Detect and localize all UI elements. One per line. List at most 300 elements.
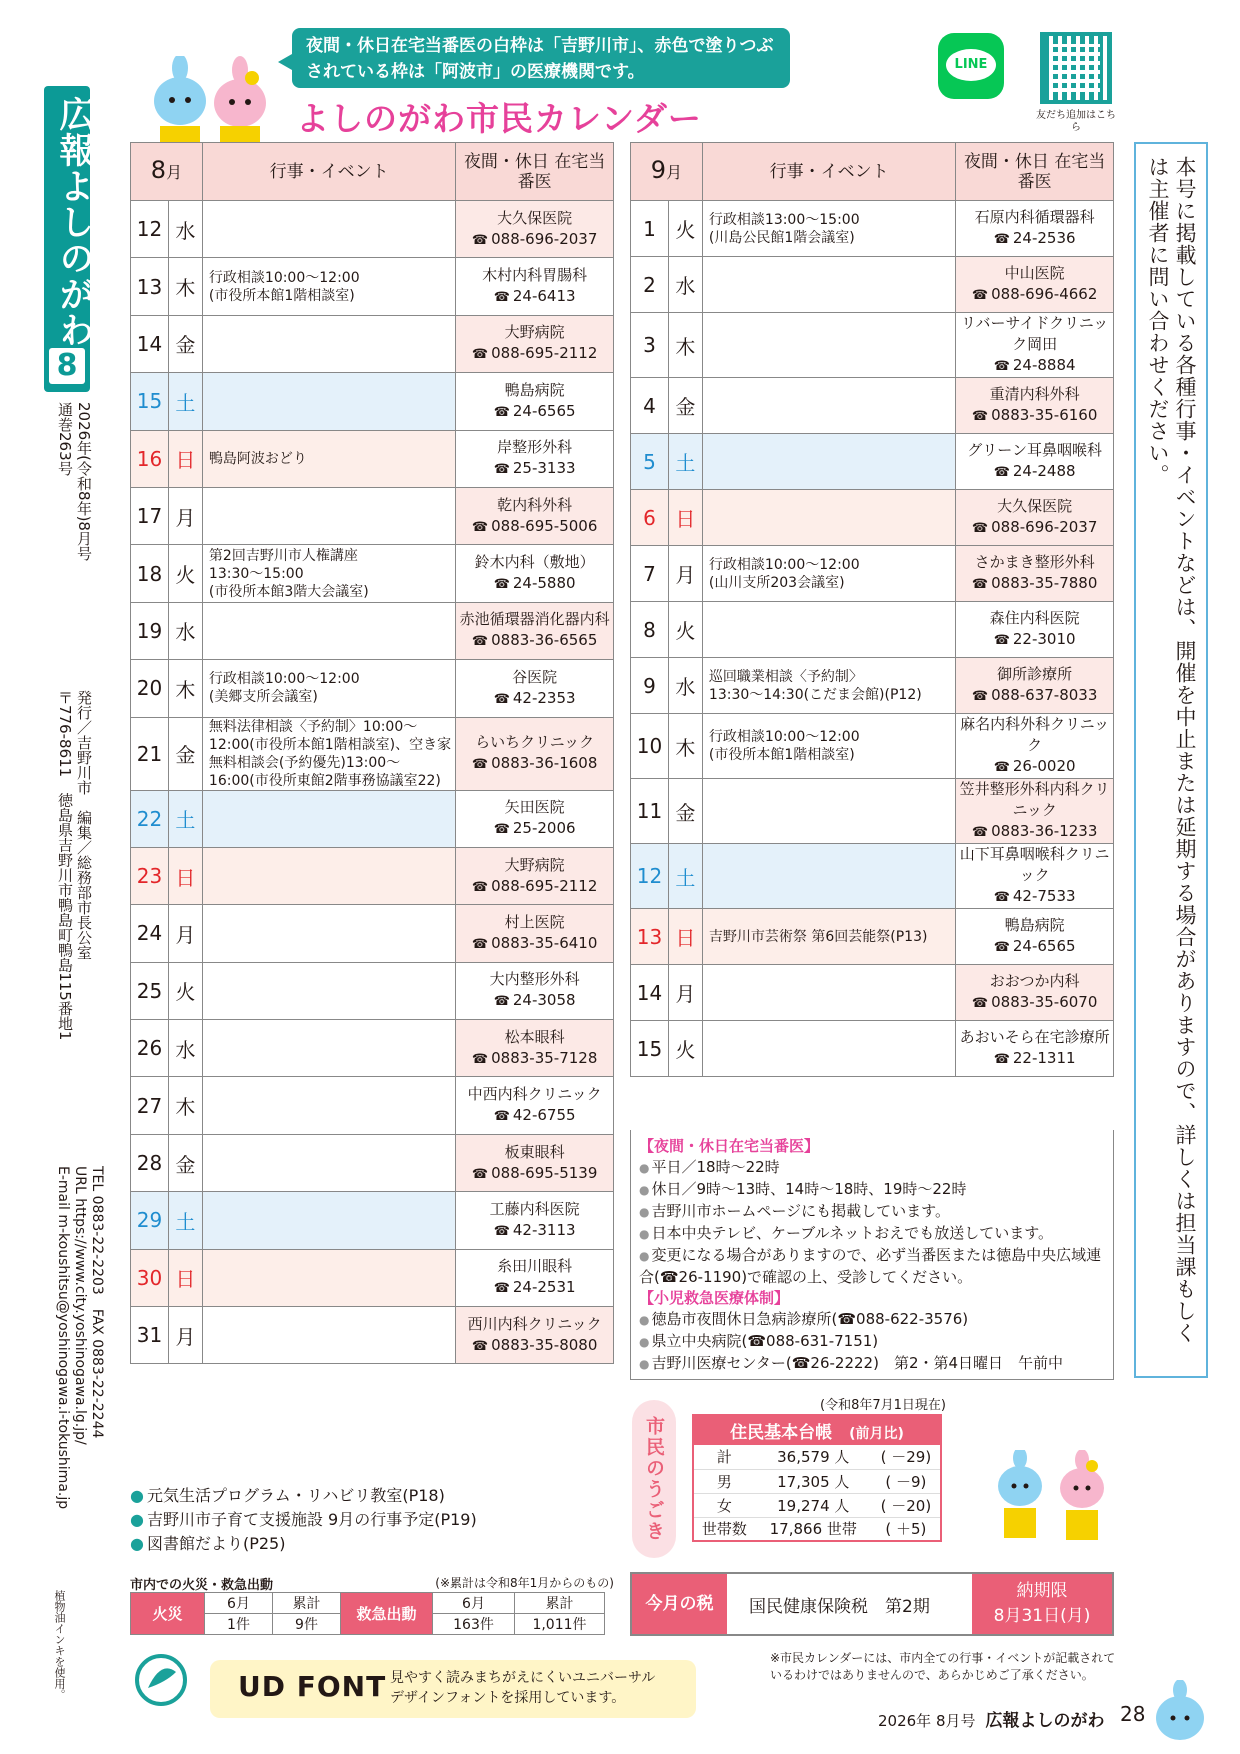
rescue-month-label: 6月 xyxy=(433,1593,515,1614)
event-cell xyxy=(702,1021,955,1077)
doctor-cell xyxy=(456,717,614,790)
doctor-phone: ☎ 22-1311 xyxy=(956,1048,1113,1070)
tax-item: 国民健康保険税 第2期 xyxy=(749,1596,930,1617)
doctor-phone: ☎ 26-0020 xyxy=(956,756,1113,778)
weekday: 金 xyxy=(668,378,702,434)
population-diff: ( ＋5) xyxy=(872,1517,941,1541)
weekday: 日 xyxy=(668,490,702,546)
weekday: 金 xyxy=(168,717,202,790)
day-number: 7 xyxy=(631,546,669,602)
doctor-cell xyxy=(956,490,1114,546)
event-cell xyxy=(202,962,455,1019)
event-cell xyxy=(702,965,955,1021)
event-cell xyxy=(202,1134,455,1191)
weekday: 水 xyxy=(668,257,702,313)
event-cell xyxy=(202,790,455,847)
event-cell xyxy=(702,844,955,909)
doctor-phone: ☎ 088-695-2112 xyxy=(456,876,613,898)
weekday: 日 xyxy=(168,430,202,487)
september-calendar xyxy=(630,142,1114,1077)
notice-panel xyxy=(1134,142,1208,1378)
doctor-name: 木村内科胃腸科 xyxy=(482,266,588,285)
calendar-row xyxy=(631,909,1114,965)
day-number: 6 xyxy=(631,490,669,546)
doctor-phone: ☎ 0883-35-6410 xyxy=(456,933,613,955)
masthead-title: 広報よしのがわ xyxy=(54,96,94,348)
event-cell xyxy=(702,602,955,658)
event-cell xyxy=(202,847,455,904)
rescue-total-value: 1,011件 xyxy=(515,1614,605,1635)
population-title: 住民基本台帳 (前月比) xyxy=(693,1415,941,1445)
event-cell xyxy=(202,1020,455,1077)
doctor-name: 松本眼科 xyxy=(504,1027,565,1046)
event-cell: 行政相談10:00～12:00 (市役所本館1階相談室) xyxy=(202,258,455,315)
weekday: 日 xyxy=(168,847,202,904)
doctor-name: 村上医院 xyxy=(504,912,565,931)
fire-month-label: 6月 xyxy=(205,1593,273,1614)
calendar-row xyxy=(631,965,1114,1021)
doctor-name: らいちクリニック xyxy=(475,733,595,752)
day-number: 14 xyxy=(631,965,669,1021)
day-number: 10 xyxy=(631,714,669,779)
calendar-row xyxy=(131,487,614,544)
weekday: 日 xyxy=(168,1249,202,1306)
day-number: 19 xyxy=(131,602,169,659)
weekday: 土 xyxy=(168,1192,202,1249)
list-item: ● 平日／18時～22時 xyxy=(639,1157,1105,1179)
doctor-cell xyxy=(456,1307,614,1364)
day-number: 25 xyxy=(131,962,169,1019)
doctor-phone: ☎ 0883-36-6565 xyxy=(456,630,613,652)
population-side-label: 市民のうごき xyxy=(632,1400,676,1558)
doctor-phone: ☎ 0883-35-6160 xyxy=(956,405,1113,427)
day-number: 5 xyxy=(631,434,669,490)
weekday: 日 xyxy=(668,909,702,965)
doctor-phone: ☎ 088-696-2037 xyxy=(956,517,1113,539)
calendar-row xyxy=(631,602,1114,658)
doctor-name: 鈴木内科（敷地） xyxy=(474,553,595,572)
day-number: 29 xyxy=(131,1192,169,1249)
calendar-note: ※市民カレンダーには、市内全ての行事・イベントが記載されて いるわけではありませんので、あらかじめご了承ください。 xyxy=(770,1651,1116,1682)
event-cell: 無料法律相談〈予約制〉10:00～12:00(市役所本館1階相談室)、空き家無料相談会(予約優先)13:00～16:00(市役所東館2階事務協議室22) xyxy=(202,717,455,790)
doctor-name: 山下耳鼻咽喉科クリニック xyxy=(959,845,1110,884)
calendar-row xyxy=(131,1192,614,1249)
doctor-name: 御所診療所 xyxy=(997,665,1073,683)
doctor-cell xyxy=(456,1249,614,1306)
doctor-name: さかまき整形外科 xyxy=(974,553,1095,571)
event-cell: 第2回吉野川市人権講座 13:30～15:00 (市役所本館3階大会議室) xyxy=(202,545,455,602)
doctor-cell xyxy=(456,1134,614,1191)
doctor-name: おおつか内科 xyxy=(989,972,1080,990)
day-number: 18 xyxy=(131,545,169,602)
calendar-row xyxy=(631,844,1114,909)
doctor-phone: ☎ 24-6565 xyxy=(456,401,613,423)
day-number: 8 xyxy=(631,602,669,658)
list-item: ● 休日／9時～13時、14時～18時、19時～22時 xyxy=(639,1179,1105,1201)
event-cell xyxy=(202,201,455,258)
weekday: 木 xyxy=(168,258,202,315)
population-row xyxy=(693,1517,941,1541)
notice-panel-text: 本号に掲載している各種行事・イベントなどは、開催を中止または延期する場合がありますので、詳しくは担当課もしくは主催者に問い合わせください。 xyxy=(1146,156,1197,1344)
population-value: 19,274 人 xyxy=(755,1493,872,1517)
doctor-phone: ☎ 24-2536 xyxy=(956,228,1113,250)
doctor-cell xyxy=(456,905,614,962)
list-item: ● 変更になる場合がありますので、必ず当番医または徳島中央広域連合(☎26-1190)で確認の上、受診してください。 xyxy=(639,1245,1105,1288)
doctor-phone: ☎ 25-2006 xyxy=(456,818,613,840)
weekday: 木 xyxy=(168,660,202,717)
weekday: 木 xyxy=(668,313,702,378)
event-cell xyxy=(702,490,955,546)
doctor-name: 笠井整形外科内科クリニック xyxy=(959,780,1110,819)
doctor-cell xyxy=(456,847,614,904)
doctor-phone: ☎ 24-2488 xyxy=(956,461,1113,483)
day-number: 12 xyxy=(131,201,169,258)
event-cell xyxy=(702,779,955,844)
doctor-phone: ☎ 0883-35-7880 xyxy=(956,573,1113,595)
calendar-row xyxy=(631,658,1114,714)
event-cell xyxy=(202,1192,455,1249)
weekday: 水 xyxy=(668,658,702,714)
doctor-cell xyxy=(956,1021,1114,1077)
weekday: 金 xyxy=(668,779,702,844)
doctor-name: 大内整形外科 xyxy=(489,970,580,989)
rescue-total-label: 累計 xyxy=(515,1593,605,1614)
event-cell: 行政相談10:00～12:00 (市役所本館1階相談室) xyxy=(702,714,955,779)
doctor-cell xyxy=(956,434,1114,490)
list-item: ● 日本中央テレビ、ケーブルネットおえでも放送しています。 xyxy=(639,1223,1105,1245)
doctor-name: 矢田医院 xyxy=(504,798,565,817)
doctor-name: 大野病院 xyxy=(504,323,565,342)
event-cell: 行政相談10:00～12:00 (山川支所203会議室) xyxy=(702,546,955,602)
doctor-cell xyxy=(456,201,614,258)
event-cell xyxy=(702,313,955,378)
doctor-phone: ☎ 42-3113 xyxy=(456,1220,613,1242)
footer: 2026年 8月号 広報よしのがわ xyxy=(878,1711,1105,1731)
august-calendar xyxy=(130,142,614,1364)
weekday: 土 xyxy=(668,844,702,909)
doctor-notice: 夜間・休日在宅当番医の白枠は「吉野川市」、赤色で塗りつぶされている枠は「阿波市」の医療機関です。 xyxy=(292,28,790,88)
doctor-name: 西川内科クリニック xyxy=(467,1314,602,1333)
event-cell: 行政相談13:00～15:00 (川島公民館1階会議室) xyxy=(702,201,955,257)
population-diff: ( －20) xyxy=(872,1493,941,1517)
event-cell xyxy=(202,1249,455,1306)
doctor-header: 夜間・休日 在宅当番医 xyxy=(456,143,614,201)
population-row xyxy=(693,1493,941,1517)
doctor-cell xyxy=(956,714,1114,779)
doctor-cell xyxy=(956,909,1114,965)
calendar-row xyxy=(131,962,614,1019)
doctor-phone: ☎ 088-695-5139 xyxy=(456,1163,613,1185)
doctor-phone: ☎ 0883-36-1233 xyxy=(956,821,1113,843)
calendar-row xyxy=(131,315,614,372)
weekday: 水 xyxy=(168,1020,202,1077)
doctor-name: 大久保医院 xyxy=(497,208,573,227)
weekday: 水 xyxy=(168,602,202,659)
event-cell xyxy=(202,1077,455,1134)
doctor-name: 谷医院 xyxy=(512,667,558,686)
calendar-row xyxy=(131,790,614,847)
calendar-row xyxy=(631,714,1114,779)
issue-number: 8 xyxy=(49,348,85,384)
weekday: 火 xyxy=(168,545,202,602)
population-row xyxy=(693,1445,941,1469)
tax-due: 納期限 8月31日(月) xyxy=(972,1574,1112,1634)
day-number: 15 xyxy=(131,373,169,430)
doctor-name: 麻名内科外科クリニック xyxy=(960,715,1110,754)
population-diff: ( －9) xyxy=(872,1469,941,1493)
doctor-cell xyxy=(456,602,614,659)
doctor-phone: ☎ 088-695-5006 xyxy=(456,516,613,538)
weekday: 月 xyxy=(168,1307,202,1364)
doctor-cell xyxy=(456,1192,614,1249)
doctor-name: 大野病院 xyxy=(504,855,565,874)
weekday: 月 xyxy=(668,965,702,1021)
month-header: 8月 xyxy=(131,143,203,201)
fire-month-value: 1件 xyxy=(205,1614,273,1635)
population-row xyxy=(693,1469,941,1493)
udfont-logo: UD FONT xyxy=(238,1670,387,1703)
doctor-phone: ☎ 42-2353 xyxy=(456,688,613,710)
doctor-phone: ☎ 24-8884 xyxy=(956,355,1113,377)
doctor-phone: ☎ 22-3010 xyxy=(956,629,1113,651)
doctor-name: あおいそら在宅診療所 xyxy=(959,1028,1110,1046)
mascot-illustration-small xyxy=(984,1450,1120,1560)
day-number: 27 xyxy=(131,1077,169,1134)
calendar-row xyxy=(131,847,614,904)
event-cell: 巡回職業相談〈予約制〉 13:30～14:30(こだま会館)(P12) xyxy=(702,658,955,714)
day-number: 16 xyxy=(131,430,169,487)
doctor-phone: ☎ 24-3058 xyxy=(456,990,613,1012)
event-cell: 行政相談10:00～12:00 (美郷支所会議室) xyxy=(202,660,455,717)
doctor-cell xyxy=(456,487,614,544)
tax-label: 今月の税 xyxy=(632,1574,727,1634)
day-number: 2 xyxy=(631,257,669,313)
doctor-header: 夜間・休日 在宅当番医 xyxy=(956,143,1114,201)
doctor-phone: ☎ 24-2531 xyxy=(456,1277,613,1299)
calendar-row xyxy=(131,1020,614,1077)
tax-box xyxy=(630,1572,1114,1636)
event-cell: 鴨島阿波おどり xyxy=(202,430,455,487)
doctor-cell xyxy=(956,602,1114,658)
calendar-row xyxy=(631,201,1114,257)
doctor-cell xyxy=(456,258,614,315)
doctor-cell xyxy=(956,779,1114,844)
event-cell xyxy=(202,602,455,659)
day-number: 17 xyxy=(131,487,169,544)
weekday: 火 xyxy=(668,1021,702,1077)
weekday: 月 xyxy=(168,905,202,962)
info-heading-child: 【小児救急医療体制】 xyxy=(639,1289,790,1307)
line-icon[interactable]: LINE xyxy=(938,33,1004,99)
event-cell xyxy=(202,487,455,544)
udfont-box xyxy=(210,1660,696,1718)
doctor-name: 中山医院 xyxy=(1004,264,1065,282)
calendar-row xyxy=(631,546,1114,602)
event-cell xyxy=(202,905,455,962)
doctor-cell xyxy=(456,962,614,1019)
contact-info: TEL 0883-22-2203 FAX 0883-22-2244 URL https://www.city.yoshinogawa.lg.jp/ E-mail m-koushitsu@yoshinogawa.i-tokushima.jp xyxy=(55,1166,105,1510)
doctor-name: 岸整形外科 xyxy=(497,438,573,457)
list-item: ● 吉野川市ホームページにも掲載しています。 xyxy=(639,1201,1105,1223)
calendar-row xyxy=(131,201,614,258)
doctor-name: リバーサイドクリニック岡田 xyxy=(960,314,1109,353)
population-diff: ( －29) xyxy=(872,1445,941,1469)
list-item: ● 徳島市夜間休日急病診療所(☎088-622-3576) xyxy=(639,1309,1105,1331)
doctor-phone: ☎ 0883-35-8080 xyxy=(456,1335,613,1357)
doctor-cell xyxy=(956,313,1114,378)
doctor-name: 板東眼科 xyxy=(504,1142,565,1161)
calendar-row xyxy=(631,490,1114,546)
qr-code[interactable] xyxy=(1040,32,1112,104)
day-number: 3 xyxy=(631,313,669,378)
doctor-cell xyxy=(956,201,1114,257)
population-key: 計 xyxy=(693,1445,755,1469)
weekday: 火 xyxy=(668,201,702,257)
doctor-name: 糸田川眼科 xyxy=(497,1257,573,1276)
day-number: 23 xyxy=(131,847,169,904)
doctor-phone: ☎ 088-637-8033 xyxy=(956,685,1113,707)
doctor-phone: ☎ 088-696-2037 xyxy=(456,229,613,251)
fire-total-value: 9件 xyxy=(273,1614,341,1635)
doctor-cell xyxy=(456,1077,614,1134)
day-number: 4 xyxy=(631,378,669,434)
calendar-row xyxy=(131,1077,614,1134)
doctor-cell xyxy=(956,658,1114,714)
weekday: 土 xyxy=(168,790,202,847)
weekday: 木 xyxy=(168,1077,202,1134)
doctor-phone: ☎ 0883-36-1608 xyxy=(456,753,613,775)
calendar-row xyxy=(131,545,614,602)
population-table xyxy=(692,1414,942,1542)
fire-label: 火災 xyxy=(131,1593,205,1635)
list-item: ● 吉野川市子育て支援施設 9月の行事予定(P19) xyxy=(130,1508,477,1532)
calendar-row xyxy=(631,257,1114,313)
day-number: 9 xyxy=(631,658,669,714)
day-number: 20 xyxy=(131,660,169,717)
weekday: 土 xyxy=(668,434,702,490)
calendar-row xyxy=(631,434,1114,490)
doctor-cell xyxy=(456,790,614,847)
event-header: 行事・イベント xyxy=(702,143,955,201)
issue-date: 2026年(令和8年)8月号 通巻263号 xyxy=(56,402,93,561)
doctor-name: 重清内科外科 xyxy=(989,385,1080,403)
calendar-row xyxy=(631,779,1114,844)
doctor-name: 工藤内科医院 xyxy=(489,1199,580,1218)
udfont-text: 見やすく読みまちがえにくいユニバーサル デザインフォントを採用しています。 xyxy=(390,1670,656,1706)
doctor-cell xyxy=(456,545,614,602)
doctor-cell xyxy=(956,257,1114,313)
doctor-cell xyxy=(456,1020,614,1077)
calendar-row xyxy=(631,1021,1114,1077)
publisher-info: 発行／吉野川市 編集／総務部市長公室 〒776-8611 徳島県吉野川市鴨島町鴨島115番地1 xyxy=(56,690,93,1041)
event-cell: 吉野川市芸術祭 第6回芸能祭(P13) xyxy=(702,909,955,965)
list-item: ● 図書館だより(P25) xyxy=(130,1532,477,1556)
day-number: 11 xyxy=(631,779,669,844)
calendar-row xyxy=(131,430,614,487)
doctor-name: 中西内科クリニック xyxy=(467,1085,602,1104)
weekday: 火 xyxy=(668,602,702,658)
masthead xyxy=(44,86,94,392)
event-cell xyxy=(702,257,955,313)
weekday: 月 xyxy=(668,546,702,602)
doctor-name: 鴨島病院 xyxy=(1004,916,1065,934)
doctor-cell xyxy=(456,373,614,430)
day-number: 13 xyxy=(131,258,169,315)
calendar-row xyxy=(131,660,614,717)
doctor-phone: ☎ 25-3133 xyxy=(456,458,613,480)
doctor-phone: ☎ 42-7533 xyxy=(956,886,1113,908)
nonvoc-logo xyxy=(132,1652,190,1716)
event-cell xyxy=(702,378,955,434)
calendar-row xyxy=(131,905,614,962)
line-add-label: 友だち追加はこちら xyxy=(1036,110,1116,133)
doctor-cell xyxy=(456,315,614,372)
calendar-row xyxy=(131,1249,614,1306)
page-number: 28 xyxy=(1120,1702,1146,1726)
doctor-phone: ☎ 0883-35-7128 xyxy=(456,1048,613,1070)
rescue-label: 救急出動 xyxy=(341,1593,433,1635)
day-number: 28 xyxy=(131,1134,169,1191)
day-number: 26 xyxy=(131,1020,169,1077)
doctor-phone: ☎ 24-5880 xyxy=(456,573,613,595)
day-number: 22 xyxy=(131,790,169,847)
calendar-row xyxy=(131,1307,614,1364)
calendar-title: よしのがわ市民カレンダー xyxy=(296,99,702,138)
event-cell xyxy=(702,434,955,490)
day-number: 13 xyxy=(631,909,669,965)
calendar-row xyxy=(131,717,614,790)
day-number: 1 xyxy=(631,201,669,257)
list-item: ● 県立中央病院(☎088-631-7151) xyxy=(639,1331,1105,1353)
doctor-phone: ☎ 088-696-4662 xyxy=(956,284,1113,306)
doctor-name: 石原内科循環器科 xyxy=(974,208,1095,226)
doctor-name: 赤池循環器消化器内科 xyxy=(459,610,610,629)
population-key: 女 xyxy=(693,1493,755,1517)
august-notes xyxy=(130,1484,477,1556)
weekday: 木 xyxy=(668,714,702,779)
day-number: 14 xyxy=(131,315,169,372)
doctor-name: グリーン耳鼻咽喉科 xyxy=(967,441,1102,459)
doctor-cell xyxy=(956,546,1114,602)
doctor-phone: ☎ 42-6755 xyxy=(456,1105,613,1127)
day-number: 21 xyxy=(131,717,169,790)
month-header: 9月 xyxy=(631,143,703,201)
day-number: 31 xyxy=(131,1307,169,1364)
list-item: ● 元気生活プログラム・リハビリ教室(P18) xyxy=(130,1484,477,1508)
info-heading-night: 【夜間・休日在宅当番医】 xyxy=(639,1137,820,1155)
list-item: ● 吉野川医療センター(☎26-2222) 第2・第4日曜日 午前中 xyxy=(639,1353,1105,1375)
population-date: (令和8年7月1日現在) xyxy=(820,1398,946,1413)
mascot-illustration xyxy=(130,56,290,146)
doctor-cell xyxy=(456,430,614,487)
doctor-cell xyxy=(956,844,1114,909)
fire-header: 市内での火災・救急出動 (※累計は令和8年1月からのもの) xyxy=(130,1576,614,1593)
calendar-row xyxy=(131,602,614,659)
calendar-row xyxy=(131,373,614,430)
doctor-name: 森住内科医院 xyxy=(989,609,1080,627)
calendar-row xyxy=(131,1134,614,1191)
day-number: 12 xyxy=(631,844,669,909)
weekday: 土 xyxy=(168,373,202,430)
event-cell xyxy=(202,1307,455,1364)
weekday: 金 xyxy=(168,315,202,372)
doctor-phone: ☎ 24-6413 xyxy=(456,286,613,308)
rescue-month-value: 163件 xyxy=(433,1614,515,1635)
day-number: 24 xyxy=(131,905,169,962)
population-value: 36,579 人 xyxy=(755,1445,872,1469)
doctor-cell xyxy=(456,660,614,717)
doctor-cell xyxy=(956,965,1114,1021)
